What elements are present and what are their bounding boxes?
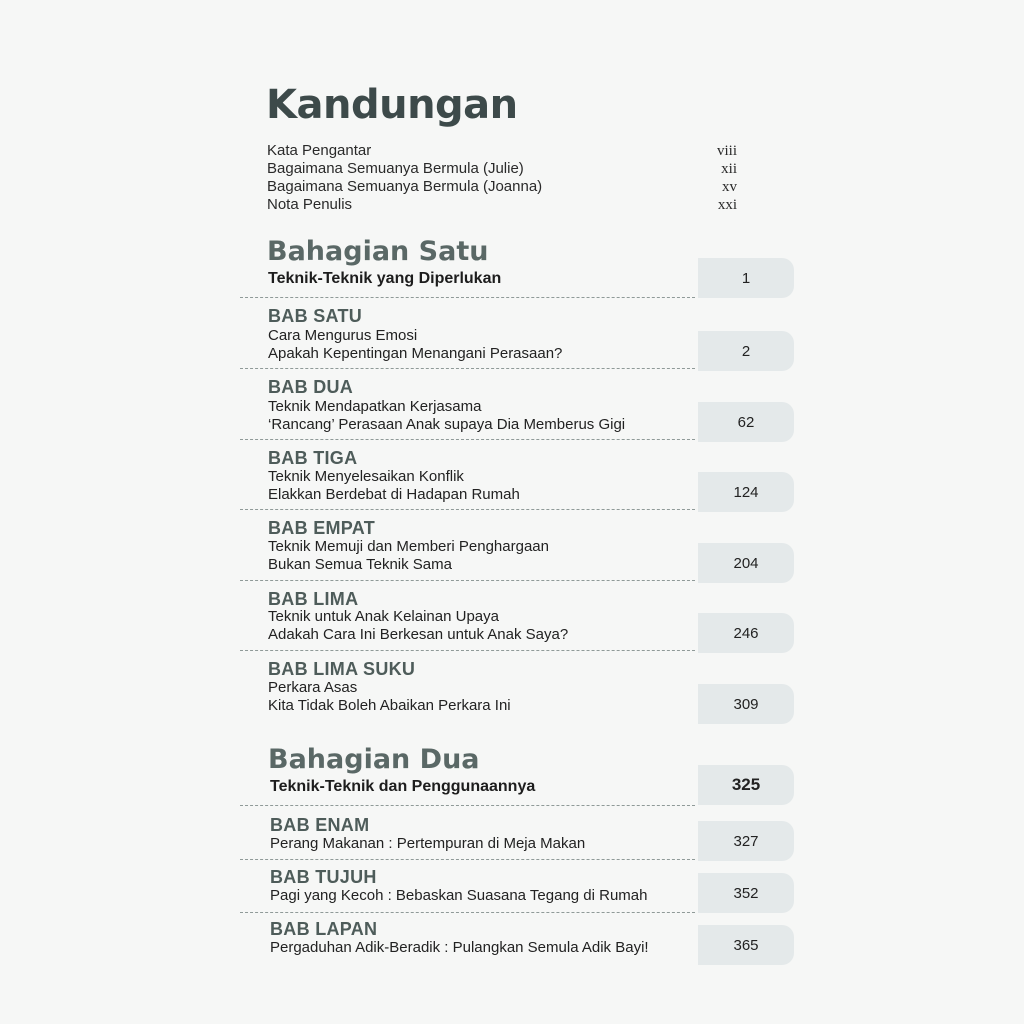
chapter-heading: BAB EMPAT [268,518,376,538]
entry-page: xxi [717,197,737,213]
chapter-title: Pagi yang Kecoh : Bebaskan Suasana Tegang di Rumah [270,887,648,904]
entry-label: Bagaimana Semuanya Bermula (Joanna) [267,178,543,195]
page-number-tab: 62 [698,402,794,442]
chapter-subtitle: Adakah Cara Ini Berkesan untuk Anak Saya? [268,626,569,643]
chapter-heading: BAB ENAM [270,815,370,835]
chapter-subtitle: Bukan Semua Teknik Sama [268,556,452,573]
dashed-divider [240,439,695,440]
dashed-divider [240,580,695,581]
chapter-title: Teknik untuk Anak Kelainan Upaya [268,608,499,625]
part-two-title: Bahagian Dua [268,744,480,775]
chapter-title: Perkara Asas [268,679,358,696]
chapter-title: Pergaduhan Adik-Beradik : Pulangkan Semula Adik Bayi! [270,939,649,956]
chapter-heading: BAB TUJUH [270,867,377,887]
chapter-heading: BAB TIGA [268,448,358,468]
page-number-tab: 1 [698,258,794,298]
dashed-divider [240,368,695,369]
page-title: Kandungan [266,82,518,128]
chapter-heading: BAB LIMA [268,589,359,609]
entry-label: Bagaimana Semuanya Bermula (Julie) [267,160,524,177]
page-number-tab: 325 [698,765,794,805]
page-number-tab: 124 [698,472,794,512]
page-number-tab: 2 [698,331,794,371]
chapter-heading: BAB DUA [268,377,354,397]
toc-entry [267,178,737,196]
toc-entry [267,196,737,214]
page-number-tab: 204 [698,543,794,583]
chapter-heading: BAB SATU [268,306,363,326]
part-two-subtitle: Teknik-Teknik dan Penggunaannya [270,778,536,795]
dashed-divider [240,805,695,806]
dashed-divider [240,650,695,651]
page-number-tab: 246 [698,613,794,653]
entry-page: viii [716,143,737,159]
chapter-title: Teknik Mendapatkan Kerjasama [268,398,482,415]
toc-entry [267,160,737,178]
chapter-subtitle: Apakah Kepentingan Menangani Perasaan? [268,345,563,362]
toc-entry [267,142,737,160]
chapter-subtitle: ‘Rancang’ Perasaan Anak supaya Dia Memberus Gigi [268,416,626,433]
chapter-title: Teknik Memuji dan Memberi Penghargaan [268,538,549,555]
chapter-subtitle: Elakkan Berdebat di Hadapan Rumah [268,486,520,503]
entry-label: Nota Penulis [267,196,353,213]
part-one-subtitle: Teknik-Teknik yang Diperlukan [268,270,502,287]
dashed-divider [240,859,695,860]
dashed-divider [240,297,695,298]
page-number-tab: 327 [698,821,794,861]
part-one-title: Bahagian Satu [267,236,489,267]
page-number-tab: 365 [698,925,794,965]
front-matter-list [267,142,737,214]
chapter-title: Teknik Menyelesaikan Konflik [268,468,464,485]
entry-label: Kata Pengantar [267,142,372,159]
page-number-tab: 352 [698,873,794,913]
dashed-divider [240,912,695,913]
chapter-title: Perang Makanan : Pertempuran di Meja Makan [270,835,586,852]
dashed-divider [240,509,695,510]
entry-page: xv [722,179,737,195]
page-number-tab: 309 [698,684,794,724]
chapter-heading: BAB LAPAN [270,919,378,939]
chapter-title: Cara Mengurus Emosi [268,327,418,344]
chapter-subtitle: Kita Tidak Boleh Abaikan Perkara Ini [268,697,511,714]
chapter-heading: BAB LIMA SUKU [268,659,416,679]
entry-page: xii [721,161,737,177]
